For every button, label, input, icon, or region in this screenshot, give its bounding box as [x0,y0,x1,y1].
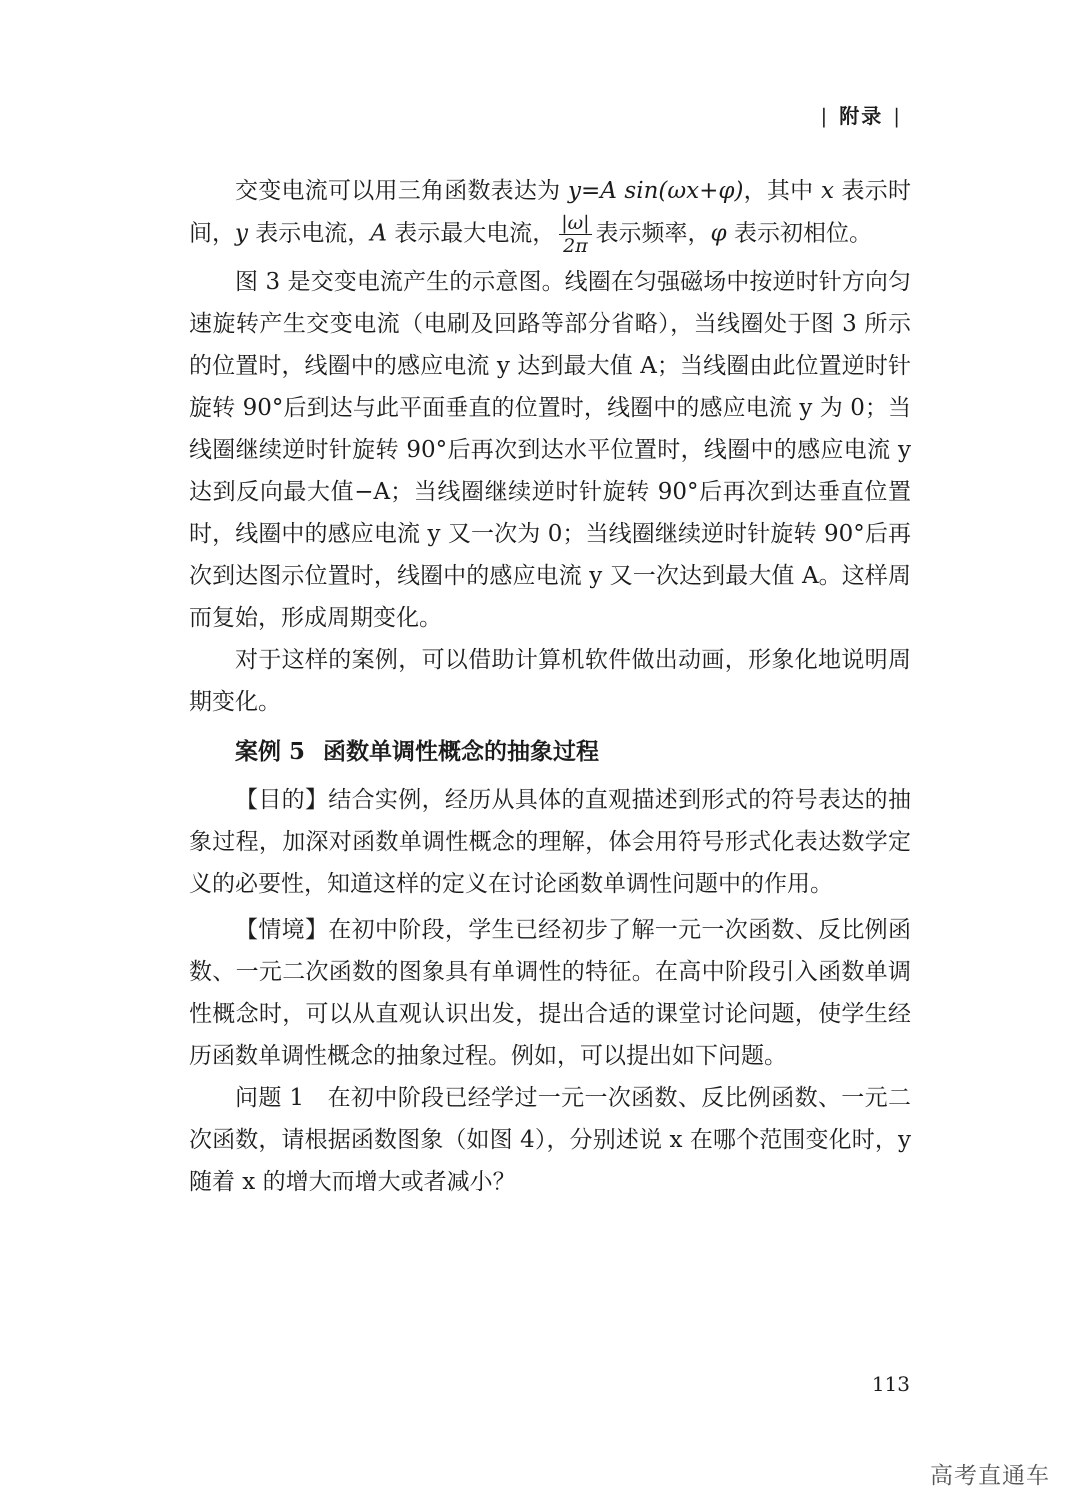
case-title: 函数单调性概念的抽象过程 [323,738,600,765]
case-heading [189,731,911,773]
fraction-numerator: |ω| [561,212,590,234]
text-segment: 表示时间， [189,178,912,247]
page-body [189,170,911,1203]
text-segment: 表示初相位。 [726,220,872,247]
text-segment: 表示最大电流， [386,220,556,247]
running-header [811,104,913,128]
var-A: A [370,220,387,247]
paragraph-purpose: 【目的】结合实例，经历从具体的直观描述到形式的符号表达的抽象过程，加深对函数单调性概念的理解，体会用符号形式化表达数学定义的必要性，知道这样的定义在讨论函数单调性问题中的作用。 [189,787,911,897]
paragraph-situation: 【情境】在初中阶段，学生已经初步了解一元一次函数、反比例函数、一元二次函数的图象具有单调性的特征。在高中阶段引入函数单调性概念时，可以从直观认识出发，提出合适的课堂讨论问题，使学生经历函数单调性概念的抽象过程。例如，可以提出如下问题。 [189,917,911,1069]
paragraph-question-1: 问题 1 在初中阶段已经学过一元一次函数、反比例函数、一元二次函数，请根据函数图象（如图 4），分别述说 x 在哪个范围变化时，y 随着 x 的增大而增大或者减小？ [189,1085,911,1195]
var-phi: φ [710,220,727,247]
watermark: 高考直通车 [930,1463,1050,1489]
var-x: x [820,178,834,204]
paragraph-animation: 对于这样的案例，可以借助计算机软件做出动画，形象化地说明周期变化。 [189,647,911,715]
case-number: 案例 5 [235,738,306,765]
paragraph-figure-3: 图 3 是交变电流产生的示意图。线圈在匀强磁场中按逆时针方向匀速旋转产生交变电流（电刷及回路等部分省略），当线圈处于图 3 所示的位置时，线圈中的感应电流 y 达到最大值 A；当线圈由此位置逆时针旋转 90°后到达与此平面垂直的位置时，线圈中的感应电流 y 为 0；当线圈继续逆时针旋转 90°后再次到达水平位置时，线圈中的感应电流 y 达到反向最大值−A；当线圈继续逆时针旋转 90°后再次到达垂直位置时，线圈中的感应电流 y 又一次为 0；当线圈继续逆时针旋转 90°后再次到达图示位置时，线圈中的感应电流 y 又一次达到最大值 A。这样周而复始，形成周期变化。 [189,269,911,631]
header-divider-left: | [820,104,830,128]
paragraph-ac-formula [189,170,911,257]
var-y: y [235,220,248,247]
fraction-denominator: 2π [563,235,588,257]
text-segment: 表示频率， [595,220,711,247]
text-segment: ，其中 [743,178,821,204]
text-segment: 交变电流可以用三角函数表达为 [235,178,568,204]
fraction-frequency [559,212,591,257]
formula-sine: y=A sin(ωx+φ) [567,178,744,204]
header-section-label: 附录 [839,104,884,128]
header-divider-right: | [893,104,902,128]
page-number: 113 [871,1372,910,1396]
text-segment: 表示电流， [248,220,371,247]
